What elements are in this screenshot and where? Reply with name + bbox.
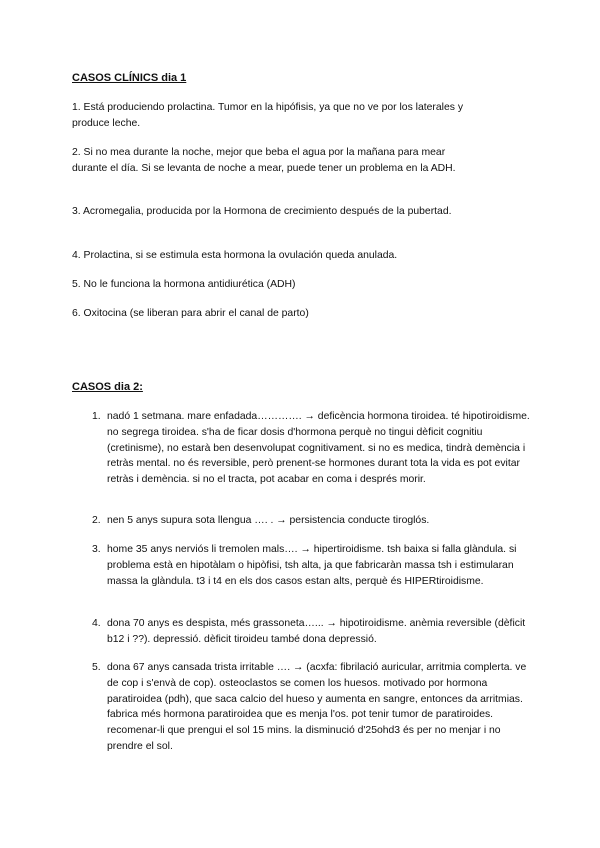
- section-heading-dia-2: CASOS dia 2:: [72, 381, 143, 393]
- list-item-text: home 35 anys nerviós li tremolen mals…. → hipertiroidisme. tsh baixa si falla glàndula. si problema està en hipotàlam o hipòfisi, tsh alta, ja que fabricaràn massa tsh i estimularan massa la glàndula. t3 i t4 en els dos casos estan alts, perquè és HIPERtiroidisme.: [107, 544, 517, 587]
- list-item-text: nen 5 anys supura sota llengua …. . → persistencia conducte tiroglós.: [107, 515, 430, 526]
- case-answer-2: 2. Si no mea durante la noche, mejor que beba el agua por la mañana para mear durante el día. Si se levanta de noche a mear, puede tener un problema en la ADH.: [72, 147, 456, 174]
- case-answer-3: 3. Acromegalia, producida por la Hormona de crecimiento después de la pubertad.: [72, 206, 452, 217]
- list-item-text: dona 70 anys es despista, més grassoneta…... → hipotiroidisme. anèmia reversible (dèficit b12 i ??). depressió. dèficit tiroideu també dona depressió.: [107, 618, 526, 645]
- list-item-text: dona 67 anys cansada trista irritable …. → (acxfa: fibrilació auricular, arritmia complerta. ve de cop i s'envà de cop). osteoclastos se comen los huesos. motivado por hormona paratiroidea (pdh), que saca calcio del hueso y aumenta en sangre, entonces da arritmias. fabrica més hormona paratiroidea que es menja l'os. pot tenir tumor de paratiroides. recomenar-li que prengui el sol 15 mins. la disminució d'25ohd3 és per no menjar i no prendre el sol.: [107, 662, 527, 752]
- list-item-number: 4.: [92, 618, 101, 629]
- section-heading-dia-1: CASOS CLÍNICS dia 1: [72, 72, 187, 84]
- case-answer-6: 6. Oxitocina (se liberan para abrir el canal de parto): [72, 308, 309, 319]
- list-item-number: 2.: [92, 515, 101, 526]
- list-item-number: 1.: [92, 411, 101, 422]
- case-answer-1: 1. Está produciendo prolactina. Tumor en la hipófisis, ya que no ve por los laterales y produce leche.: [72, 102, 464, 129]
- case-answer-5: 5. No le funciona la hormona antidiurética (ADH): [72, 279, 296, 290]
- list-item-case-2: [92, 513, 532, 529]
- list-item-number: 3.: [92, 544, 101, 555]
- list-item-case-1: [92, 409, 532, 488]
- list-item-number: 5.: [92, 662, 101, 673]
- list-item-case-4: [92, 616, 532, 648]
- list-item-case-5: [92, 660, 532, 755]
- list-item-text: nadó 1 setmana. mare enfadada…………. → deficència hormona tiroidea. té hipotiroidisme. no segrega tiroidea. s'ha de ficar dosis d'hormona perquè no tingui dèficit cognitiu (cretinisme), no estarà ben desenvolupat cognitivament. si no es medica, tindrà demència i retràs mental. no és reversible, però prenent-se hormones durant tota la vida es pot evitar retràs i demència. si no el tracta, pot acabar en coma i després morir.: [107, 411, 530, 486]
- list-item-case-3: [92, 542, 532, 589]
- case-answer-4: 4. Prolactina, si se estimula esta hormona la ovulación queda anulada.: [72, 250, 398, 261]
